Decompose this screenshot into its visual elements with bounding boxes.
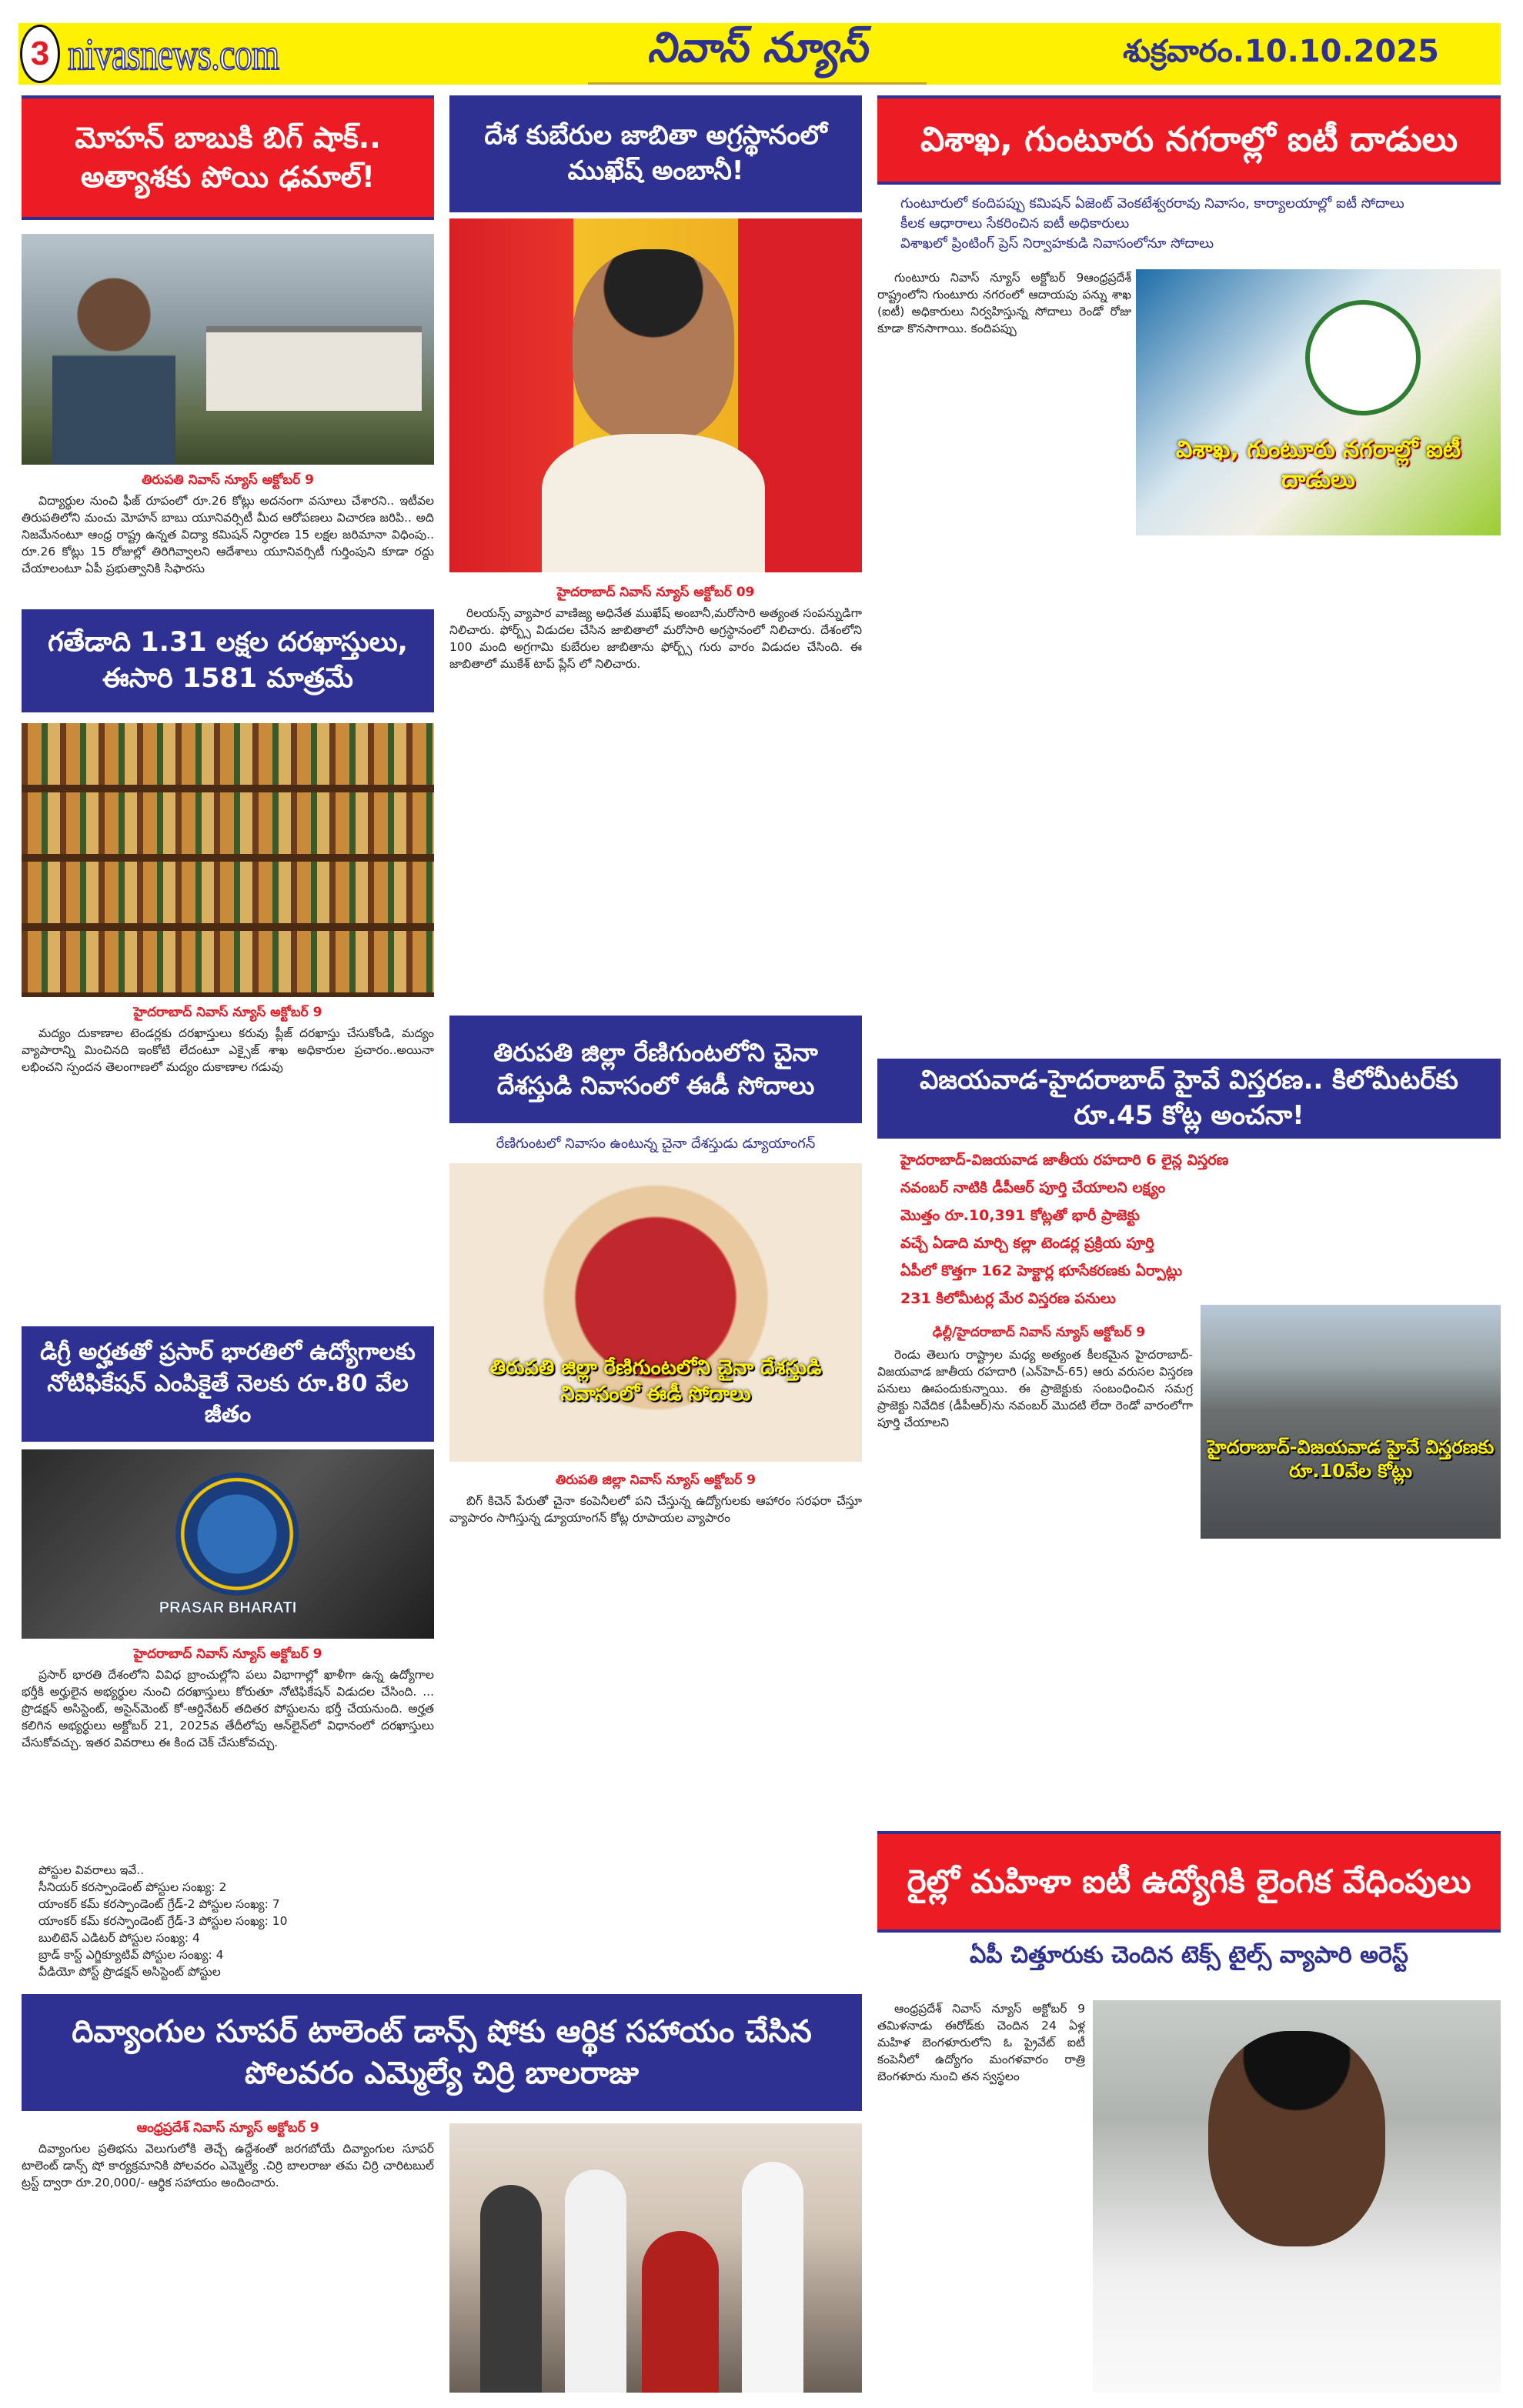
highlight-item: హైదరాబాద్-విజయవాడ జాతీయ రహదారి 6 లైన్ల విస్తరణ: [900, 1152, 1229, 1169]
posts-list-item: వీడియో పోస్ట్ ప్రొడక్షన్ అసిస్టెంట్ పోస్టుల: [38, 1965, 221, 1979]
person-kurta: [542, 434, 765, 572]
headline-ed-raids[interactable]: తిరుపతి జిల్లా రేణిగుంటలోని చైనా దేశస్తుడి నివాసంలో ఈడీ సోదాలు: [449, 1016, 862, 1123]
highlight-item: వచ్చే ఏడాది మార్చి కల్లా టెండర్ల ప్రక్రియ పూర్తి: [900, 1235, 1154, 1252]
person-figure: [565, 2170, 626, 2393]
subheadline: ఏపీ చిత్తూరుకు చెందిన టెక్స్ టైల్స్ వ్యాపారి అరెస్ట్: [970, 1942, 1408, 1969]
article-body: ఆంధ్రప్రదేశ్ నివాస్ న్యూస్ అక్టోబర్ 9 తమిళనాడు ఈరోడ్‌కు చెందిన 24 ఏళ్ల మహిళ బెంగళూరులోని ఓ ప్రైవేట్ ఐటీ కంపెనీలో ఉద్యోగం మంగళవారం రాత్రి బెంగళూరు నుంచి తన స్వస్థలం: [877, 2002, 1085, 2083]
headline-train-harassment[interactable]: రైల్లో మహిళా ఐటీ ఉద్యోగికి లైంగిక వేధింపులు: [877, 1831, 1501, 1933]
article-body: ప్రసార్ భారతి దేశంలోని వివిధ బ్రాంచుల్లోని పలు విభాగాల్లో ఖాళీగా ఉన్న ఉద్యోగాల భర్తీకి అర్హులైన అభ్యర్థుల నుంచి దరఖాస్తులు కోరుతూ నోటిఫికేషన్ విడుదల చేసింది. ... ప్రొడక్షన్ అసిస్టెంట్, అసైన్‌మెంట్ కో-ఆర్డినేటర్ తదితర పోస్టులను భర్తీ చేయనుంది. అర్హత కలిగిన అభ్యర్థులు అక్టోబర్ 21, 2025వ తేదీలోపు ఆన్‌లైన్‌లో విధానంలో దరఖాస్తులు చేసుకోవచ్చు. ఇతర వివరాలు ఈ కింద చెక్ చేసుకోవచ్చు.: [22, 1668, 434, 1749]
posts-list-item: యాంకర్ కమ్ కరస్పాండెంట్ గ్రేడ్-2 పోస్టుల సంఖ్య: 7: [38, 1897, 280, 1911]
person-figure: [52, 265, 175, 465]
posts-list: [22, 1862, 434, 1985]
person-figure: [480, 2185, 542, 2393]
person-face: [1208, 2031, 1385, 2246]
byline: హైదరాబాద్ నివాస్ న్యూస్ అక్టోబర్ 9: [133, 1005, 322, 1020]
subheadline: కీలక ఆధారాలు సేకరించిన ఐటీ అధికారులు: [900, 215, 1130, 232]
posts-list-item: యాంకర్ కమ్ కరస్పాండెంట్ గ్రేడ్-3 పోస్టుల సంఖ్య: 10: [38, 1914, 288, 1928]
byline: ఆంధ్రప్రదేశ్ నివాస్ న్యూస్ అక్టోబర్ 9: [136, 2120, 319, 2136]
headline-prasar-bharati[interactable]: డిగ్రీ అర్హతతో ప్రసార్ భారతిలో ఉద్యోగాలకు నోటిఫికేషన్ ఎంపికైతే నెలకు రూ.80 వేల జీతం: [22, 1326, 434, 1442]
masthead-bar: [18, 23, 1501, 85]
photo-mohanbabu-university: [22, 234, 434, 465]
prasar-bharati-logo: [175, 1472, 299, 1596]
article-body: దివ్యాంగుల ప్రతిభను వెలుగులోకి తెచ్చే ఉద్దేశంతో జరగబోయే దివ్యాంగుల సూపర్ టాలెంట్ డాన్స్ షో కార్యక్రమానికి పోలవరం ఎమ్మెల్యే .చిర్రి బాలరాజు తమ చిర్రి చారిటబుల్ ట్రస్ట్ ద్వారా రూ.20,000/- ఆర్థిక సహాయం అందించారు.: [22, 2142, 434, 2190]
posts-list-item: బ్రాడ్ కాస్ట్ ఎగ్జిక్యూటివ్ పోస్టుల సంఖ్య: 4: [38, 1948, 224, 1962]
article-body: రిలయన్స్ వ్యాపార వాణిజ్య అధినేత ముఖేష్ అంబానీ,మరోసారి అత్యంత సంపన్నుడిగా నిలిచారు. ఫోర్బ్స్ విడుదల చేసిన జాబితాలో మరోసారి అగ్రస్థానంలో నిలిచారు. దేశంలోని 100 మంది అగ్రగామి కుబేరుల జాబితాను ఫోర్బ్స్ గురు వారం విడుదల చేసింది. ఈ జాబితాలో ముకేశ్ టాప్ ప్లేస్ లో నిలిచారు.: [449, 606, 862, 671]
article-body: బిగ్ కిచెన్ పేరుతో చైనా కంపెనీలలో పని చేస్తున్న ఉద్యోగులకు ఆహారం సరఫరా చేస్తూ వ్యాపారం సాగిస్తున్న డ్యూయాంగన్ కోట్ల రూపాయల వ్యాపారం: [449, 1494, 862, 1525]
highlight-item: మొత్తం రూ.10,391 కోట్లతో భారీ ప్రాజెక్టు: [900, 1207, 1140, 1224]
headline-liquor[interactable]: గతేడాది 1.31 లక్షల దరఖాస్తులు, ఈసారి 1581 మాత్రమే: [22, 609, 434, 712]
photo-broadcast-console: [22, 1449, 434, 1639]
emblem-icon: [1305, 300, 1421, 415]
site-url[interactable]: nivasnews.com: [68, 28, 279, 79]
subheadlines: [900, 194, 1501, 254]
highlight-item: నవంబర్ నాటికి డీపీఆర్ పూర్తి చేయాలని లక్ష్యం: [900, 1179, 1166, 1196]
photo-accused: [1093, 2000, 1501, 2393]
image-caption: తిరుపతి జిల్లా రేణిగుంటలోని చైనా దేశస్తుడి నివాసంలో ఈడీ సోదాలు: [489, 1356, 822, 1406]
headline-ambani[interactable]: దేశ కుబేరుల జాబితా అగ్రస్థానంలో ముఖేష్ అంబానీ!: [449, 95, 862, 212]
headline-divyang-dance-show[interactable]: దివ్యాంగుల సూపర్ టాలెంట్ డాన్స్ షోకు ఆర్థిక సహాయం చేసిన పోలవరం ఎమ్మెల్యే చిర్రి బాలరాజు: [22, 1994, 862, 2111]
posts-list-item: పోస్టుల వివరాలు ఇవే..: [38, 1863, 145, 1877]
photo-mukesh-ambani: [449, 218, 862, 572]
subheadline: విశాఖలో ప్రింటింగ్ ప్రెస్ నిర్వాహకుడి నివాసంలోనూ సోదాలు: [900, 235, 1214, 252]
person-figure: [642, 2231, 719, 2393]
headline-mohanbabu[interactable]: మోహన్ బాబుకి బిగ్ షాక్.. అత్యాశకు పోయి ఢమాల్!: [22, 95, 434, 220]
person-figure: [742, 2162, 803, 2393]
byline: ఢిల్లీ/హైదరాబాద్ నివాస్ న్యూస్ అక్టోబర్ 9: [932, 1325, 1146, 1340]
subheadline: గుంటూరులో కందిపప్పు కమిషన్ ఏజెంట్ వెంకటేశ్వరరావు నివాసం, కార్యాలయాల్లో ఐటీ సోదాలు: [900, 195, 1404, 212]
photo-income-tax-magnifier: [1136, 269, 1501, 535]
byline: తిరుపతి జిల్లా నివాస్ న్యూస్ అక్టోబర్ 9: [555, 1472, 756, 1488]
image-caption: హైదరాబాద్-విజయవాడ హైవే విస్తరణకు రూ.10వేల కోట్లు: [1207, 1436, 1495, 1482]
logo-text: PRASAR BHARATI: [159, 1599, 297, 1616]
article-body: మద్యం దుకాణాల టెండర్లకు దరఖాస్తులు కరువు ప్లీజ్ దరఖాస్తు చేసుకోండి, మద్యం వ్యాపారాన్ని మించినది ఇంకోటి లేదంటూ ఎక్సైజ్ శాఖ అధికారుల ప్రచారం..అయినా లభించని స్పందన తెలంగాణలో మద్యం దుకాణాల గడువు: [22, 1026, 434, 1074]
headline-highway[interactable]: విజయవాడ-హైదరాబాద్ హైవే విస్తరణ.. కిలోమీటర్‌కు రూ.45 కోట్ల అంచనా!: [877, 1059, 1501, 1139]
byline: తిరుపతి నివాస్ న్యూస్ అక్టోబర్ 9: [142, 472, 314, 488]
shelf-lines: [22, 723, 434, 997]
page-number: 3: [20, 25, 60, 83]
photo-mla-donation: [449, 2123, 862, 2393]
building-figure: [206, 326, 422, 411]
photo-liquor-shop-shelves: [22, 723, 434, 997]
photo-ed-logo: [449, 1163, 862, 1462]
byline: హైదరాబాద్ నివాస్ న్యూస్ అక్టోబర్ 09: [556, 585, 755, 600]
photo-highway: [1201, 1305, 1501, 1539]
newspaper-title: నివాస్ న్యూస్: [588, 23, 927, 85]
highlight-bullets: [900, 1146, 1501, 1312]
byline: హైదరాబాద్ నివాస్ న్యూస్ అక్టోబర్ 9: [133, 1646, 322, 1662]
person-face: [573, 249, 734, 442]
highlight-item: ఏపీలో కొత్తగా 162 హెక్టార్ల భూసేకరణకు ఏర్పాట్లు: [900, 1262, 1183, 1279]
posts-list-item: బులిటెన్ ఎడిటర్ పోస్టుల సంఖ్య: 4: [38, 1931, 200, 1945]
posts-list-item: సీనియర్ కరస్పాండెంట్ పోస్టుల సంఖ్య: 2: [38, 1880, 227, 1894]
article-body: రెండు తెలుగు రాష్ట్రాల మధ్య అత్యంత కీలకమైన హైదరాబాద్-విజయవాడ జాతీయ రహదారి (ఎన్‌హెచ్-65) ఆరు వరుసల విస్తరణ పనులు ఊపందుకున్నాయి. ఈ ప్రాజెక్టుకు సంబంధించిన సమగ్ర ప్రాజెక్టు నివేదిక (డీపీఆర్)ను నవంబర్ మొదటి లేదా రెండో వారంలోగా పూర్తి చేయాలని: [877, 1348, 1193, 1429]
article-body: గుంటూరు నివాస్ న్యూస్ అక్టోబర్ 9ఆంధ్రప్రదేశ్ రాష్ట్రంలోని గుంటూరు నగరంలో ఆదాయపు పన్ను శాఖ (ఐటీ) అధికారులు నిర్వహిస్తున్న సోదాలు రెండో రోజు కూడా కొనసాగాయి. కందిపప్పు: [877, 271, 1131, 335]
article-body: విద్యార్థుల నుంచి ఫీజ్ రూపంలో రూ.26 కోట్లు అదనంగా వసూలు చేశారని.. ఇటీవల తిరుపతిలోని మంచు మోహన్ బాబు యూనివర్సిటీ మీద ఆరోపణలు విచారణ జరిపి.. అది నిజమేనంటూ ఆంధ్ర రాష్ట్ర ఉన్నత విద్యా కమిషన్ నిర్ధారణ 15 లక్షల జరిమానా విధింపు.. రూ.26 కోట్లు 15 రోజుల్లో తిరిగివ్వాలని ఆదేశాలు యూనివర్సిటీ గుర్తింపుని కూడా రద్దు చేయాలంటూ ఏపీ ప్రభుత్వానికి సిఫారసు: [22, 494, 434, 575]
article-body-continued: [877, 542, 1501, 1042]
highlight-item: 231 కిలోమీటర్ల మేర విస్తరణ పనులు: [900, 1290, 1116, 1307]
headline-it-raids[interactable]: విశాఖ, గుంటూరు నగరాల్లో ఐటీ దాడులు: [877, 95, 1501, 185]
image-caption: విశాఖ, గుంటూరు నగరాల్లో ఐటీ దాడులు: [1175, 436, 1461, 493]
subheadline: రేణిగుంటలో నివాసం ఉంటున్న చైనా దేశస్తుడు డ్యూయాంగన్: [496, 1136, 816, 1152]
issue-date: శుక్రవారం.10.10.2025: [1123, 34, 1439, 69]
